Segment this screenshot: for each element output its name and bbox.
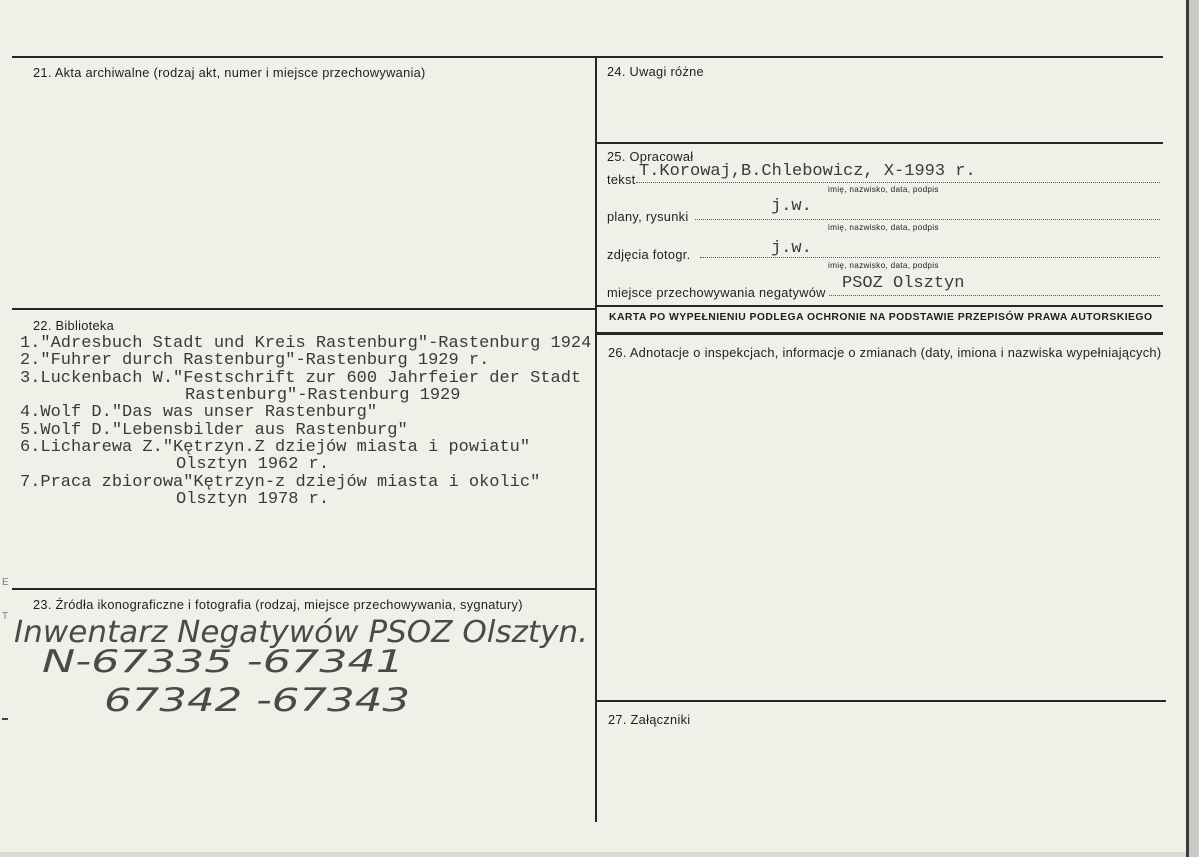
- section-21-label: 21. Akta archiwalne (rodzaj akt, numer i miejsce przechowywania): [33, 65, 426, 80]
- rule-right-25-notice: [596, 305, 1163, 307]
- margin-mark: E: [2, 577, 9, 588]
- field-hint: imię, nazwisko, data, podpis: [828, 223, 939, 232]
- field-value-negatives: PSOZ Olsztyn: [842, 274, 965, 293]
- handwritten-note: [0, 597, 594, 725]
- dotted-leader: [636, 182, 1160, 183]
- scan-edge-right-margin: [1189, 0, 1199, 857]
- bibliography-line-continued: Olsztyn 1978 r.: [176, 490, 330, 509]
- rule-right-24-25: [596, 142, 1163, 144]
- field-label-photos: zdjęcia fotogr.: [607, 247, 691, 262]
- field-value-photos: j.w.: [771, 239, 812, 258]
- field-hint: imię, nazwisko, data, podpis: [828, 185, 939, 194]
- bibliography-line: 7.Praca zbiorowa"Kętrzyn-z dziejów miasta i okolic": [20, 473, 541, 492]
- section-26-label: 26. Adnotacje o inspekcjach, informacje o zmianach (daty, imiona i nazwiska wypełniających): [608, 345, 1162, 360]
- rule-right-notice-26: [596, 332, 1163, 335]
- bibliography-line: 3.Luckenbach W."Festschrift zur 600 Jahrfeier der Stadt: [20, 369, 582, 388]
- rule-left-21-22: [12, 308, 596, 310]
- bibliography-line: 4.Wolf D."Das was unser Rastenburg": [20, 403, 378, 422]
- section-22-label: 22. Biblioteka: [33, 318, 115, 333]
- bibliography-line-continued: Olsztyn 1962 r.: [176, 455, 330, 474]
- field-value-text: T.Korowaj,B.Chlebowicz, X-1993 r.: [639, 162, 976, 181]
- field-label-text: tekst: [607, 172, 636, 187]
- rule-right-26-27: [596, 700, 1166, 702]
- field-value-plans: j.w.: [771, 197, 812, 216]
- handwritten-line: 67342 -67343: [104, 681, 410, 719]
- bibliography-line: 2."Fuhrer durch Rastenburg"-Rastenburg 1929 r.: [20, 351, 490, 370]
- field-label-negatives: miejsce przechowywania negatywów: [607, 285, 826, 300]
- rule-left-22-23: [12, 588, 596, 590]
- dotted-leader: [829, 295, 1160, 296]
- section-24-label: 24. Uwagi różne: [607, 64, 704, 79]
- field-hint: imię, nazwisko, data, podpis: [828, 261, 939, 270]
- field-label-plans: plany, rysunki: [607, 209, 689, 224]
- bibliography-line: 1."Adresbuch Stadt und Kreis Rastenburg"-Rastenburg 1924: [20, 334, 592, 353]
- bibliography-line-continued: Rastenburg"-Rastenburg 1929: [185, 386, 461, 405]
- scan-edge-bottom: [0, 852, 1186, 857]
- scan-edge-right: [1186, 0, 1189, 857]
- copyright-notice: KARTA PO WYPEŁNIENIU PODLEGA OCHRONIE NA PODSTAWIE PRZEPISÓW PRAWA AUTORSKIEGO: [609, 312, 1153, 323]
- bibliography-line: 5.Wolf D."Lebensbilder aus Rastenburg": [20, 421, 408, 440]
- section-25-label: 25. Opracował: [607, 149, 694, 164]
- rule-center-vertical: [595, 56, 597, 822]
- bibliography-line: 6.Licharewa Z."Kętrzyn.Z dziejów miasta i powiatu": [20, 438, 531, 457]
- margin-mark: T: [2, 611, 9, 622]
- section-23-label: 23. Źródła ikonograficzne i fotografia (rodzaj, miejsce przechowywania, sygnatury): [33, 597, 523, 612]
- section-27-label: 27. Załączniki: [608, 712, 691, 727]
- rule-top: [12, 56, 1163, 58]
- handwritten-line: Inwentarz Negatywów PSOZ Olsztyn.: [14, 615, 588, 650]
- handwritten-line: N-67335 -67341: [42, 644, 404, 680]
- dotted-leader: [700, 257, 1160, 258]
- dotted-leader: [695, 219, 1160, 220]
